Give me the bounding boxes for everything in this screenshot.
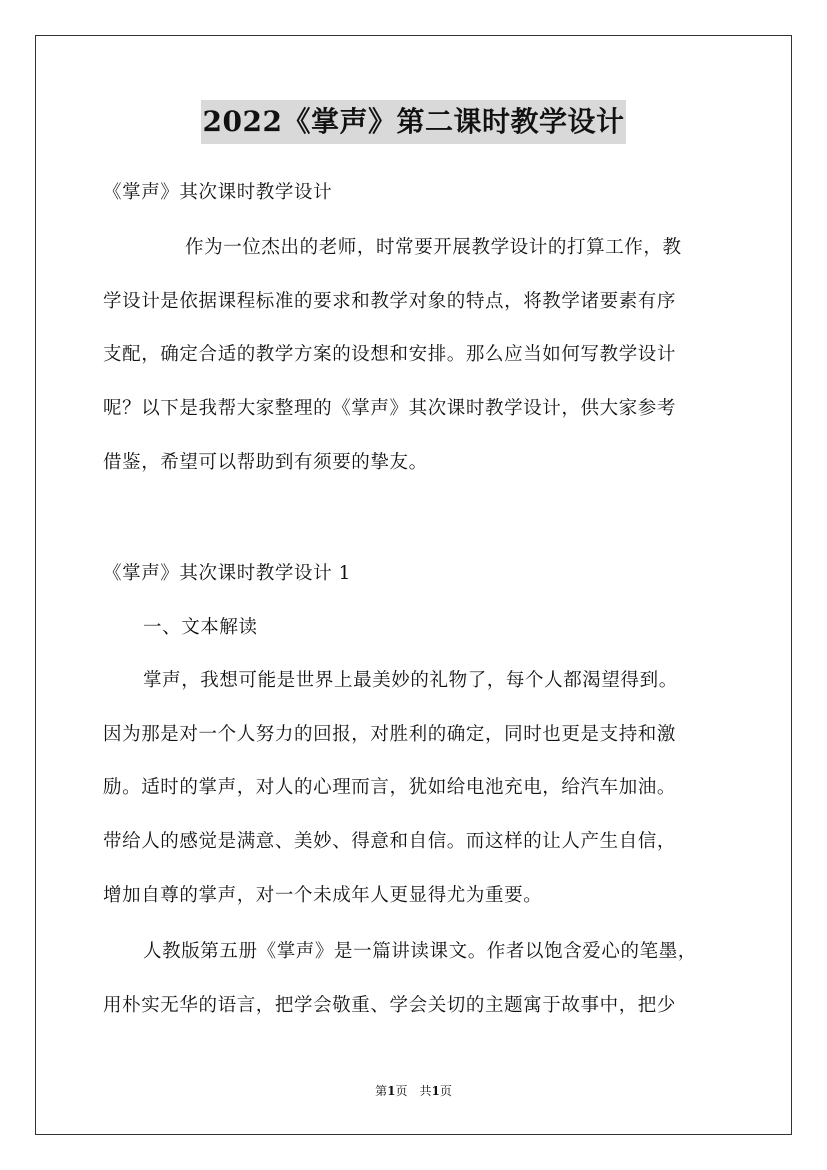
intro-line: 借鉴，希望可以帮助到有须要的挚友。	[103, 452, 428, 473]
intro-line: 呢？以下是我帮大家整理的《掌声》其次课时教学设计，供大家参考	[103, 398, 677, 419]
paragraph-line: 增加自尊的掌声，对一个未成年人更显得尤为重要。	[103, 885, 543, 906]
intro-line: 学设计是依据课程标准的要求和教学对象的特点，将教学诸要素有序	[103, 291, 677, 312]
intro-line: 作为一位杰出的老师，时常要开展教学设计的打算工作，教	[185, 237, 682, 258]
page-footer	[0, 1083, 827, 1099]
paragraph-line: 掌声，我想可能是世界上最美妙的礼物了，每个人都渴望得到。	[143, 670, 678, 691]
page-mid: 页 共	[395, 1084, 432, 1098]
page-total: 1	[431, 1084, 440, 1098]
page-number: 1	[387, 1084, 396, 1098]
paragraph-line: 励。适时的掌声，对人的心理而言，犹如给电池充电，给汽车加油。	[103, 777, 677, 798]
paragraph-line: 因为那是对一个人努力的回报，对胜利的确定，同时也更是支持和激	[103, 724, 677, 745]
page-suffix: 页	[439, 1084, 452, 1098]
section-heading: 《掌声》其次课时教学设计 1	[103, 563, 352, 584]
intro-line: 支配，确定合适的教学方案的设想和安排。那么应当如何写教学设计	[103, 344, 677, 365]
paragraph-line: 用朴实无华的语言，把学会敬重、学会关切的主题寓于故事中，把少	[103, 995, 677, 1016]
paragraph-line: 人教版第五册《掌声》是一篇讲读课文。作者以饱含爱心的笔墨，	[143, 941, 697, 962]
sub-heading: 一、文本解读	[143, 617, 258, 638]
paragraph-line: 带给人的感觉是满意、美妙、得意和自信。而这样的让人产生自信，	[103, 831, 677, 852]
subtitle: 《掌声》其次课时教学设计	[103, 182, 333, 203]
page-prefix: 第	[375, 1084, 388, 1098]
document-title: 2022《掌声》第二课时教学设计	[0, 100, 827, 144]
